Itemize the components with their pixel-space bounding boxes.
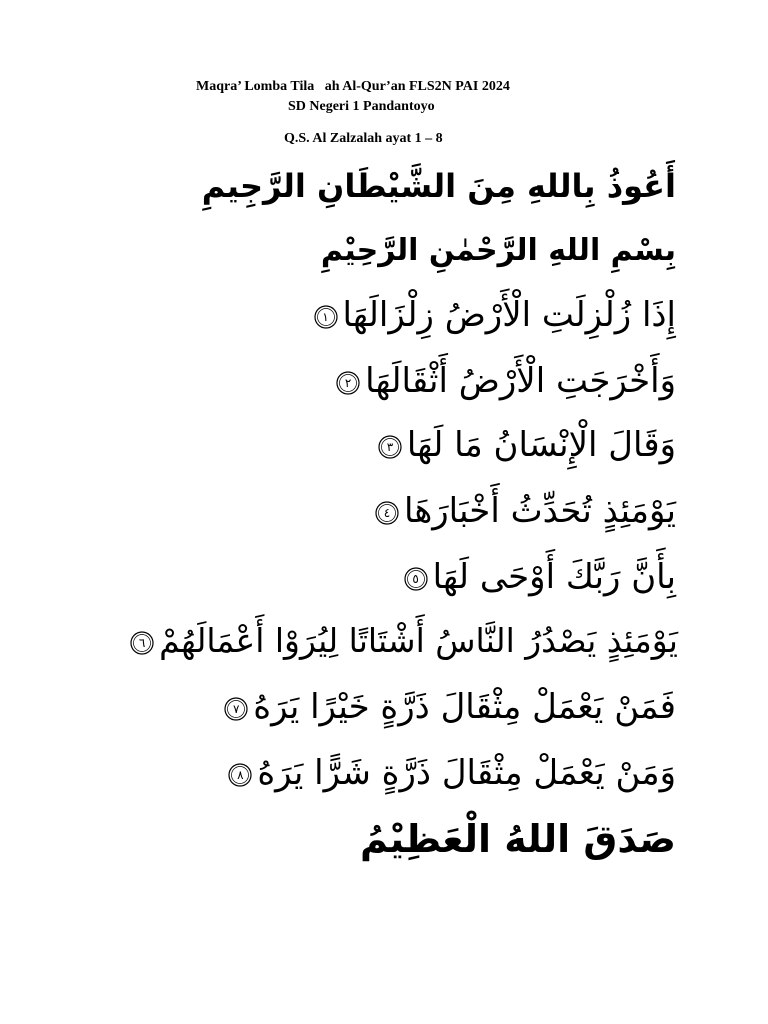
verse-line [313, 295, 676, 335]
verse-text: يَوْمَئِذٍ تُحَدِّثُ أَخْبَارَهَا [403, 491, 676, 531]
verse-text: بِأَنَّ رَبَّكَ أَوْحَى لَهَا [432, 557, 676, 597]
verse-line [403, 557, 676, 597]
ayah-end-marker-icon [374, 500, 400, 526]
verse-line [227, 753, 676, 793]
ayah-end-marker-icon [335, 370, 361, 396]
ayah-number: ٨ [237, 767, 244, 782]
verse-line [377, 425, 676, 465]
ayah-end-marker-icon [223, 696, 249, 722]
ayah-end-marker-icon [129, 630, 155, 656]
verse-text: فَمَنْ يَعْمَلْ مِثْقَالَ ذَرَّةٍ خَيْرًا يَرَهُ [253, 687, 676, 727]
ayah-number: ٥ [412, 571, 419, 586]
verse-text: وَقَالَ الْإِنْسَانُ مَا لَهَا [406, 425, 676, 465]
ayah-end-marker-icon [227, 762, 253, 788]
ayah-number: ٤ [383, 505, 391, 520]
ayah-number: ٣ [386, 439, 394, 454]
ayah-number: ٧ [233, 701, 240, 716]
verse-line [129, 621, 678, 660]
ayah-number: ١ [322, 309, 329, 324]
ayah-end-marker-icon [377, 434, 403, 460]
taawwudz-line: أَعُوذُ بِاللهِ مِنَ الشَّيْطَانِ الرَّجِيمِ [201, 167, 676, 205]
verse-text: يَوْمَئِذٍ يَصْدُرُ النَّاسُ أَشْتَاتًا لِيُرَوْا أَعْمَالَهُمْ [159, 621, 678, 660]
verse-text: وَأَخْرَجَتِ الْأَرْضُ أَثْقَالَهَا [365, 361, 676, 401]
verse-line [335, 361, 676, 401]
ayah-end-marker-icon [313, 304, 339, 330]
verse-line [374, 491, 676, 531]
closing-line: صَدَقَ اللهُ الْعَظِيْمُ [359, 817, 676, 861]
ayah-end-marker-icon [403, 566, 429, 592]
verse-text: وَمَنْ يَعْمَلْ مِثْقَالَ ذَرَّةٍ شَرًّا يَرَهُ [257, 753, 676, 793]
ayah-number: ٢ [344, 375, 352, 390]
ayah-number: ٦ [138, 635, 146, 650]
school-name: SD Negeri 1 Pandantoyo [288, 99, 435, 114]
verse-line [223, 687, 676, 727]
document-title: Maqra’ Lomba Tila ah Al-Qur’an FLS2N PAI 2024 [196, 79, 510, 94]
verse-text: إِذَا زُلْزِلَتِ الْأَرْضُ زِلْزَالَهَا [342, 295, 676, 335]
basmalah-line: بِسْمِ اللهِ الرَّحْمٰنِ الرَّحِيْمِ [320, 233, 676, 268]
surah-reference: Q.S. Al Zalzalah ayat 1 – 8 [284, 131, 443, 146]
